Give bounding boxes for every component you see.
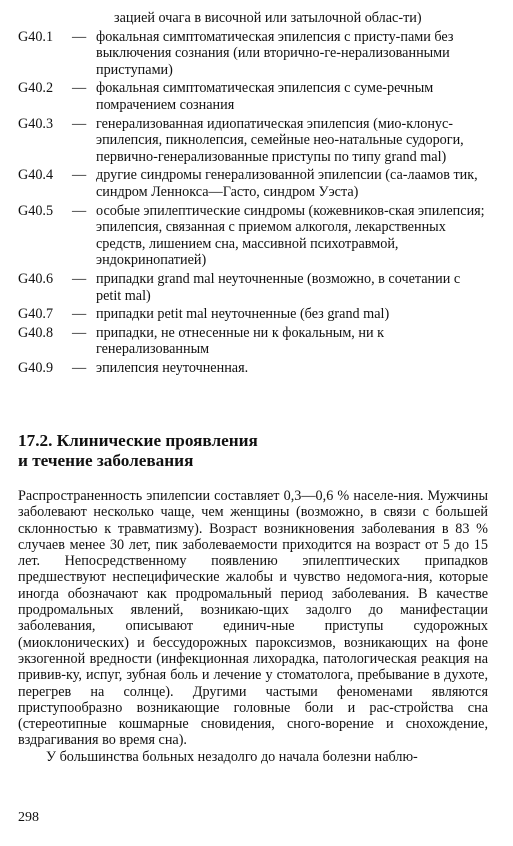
section-heading-line-2: и течение заболевания bbox=[18, 451, 194, 470]
code-description: эпилепсия неуточненная. bbox=[96, 359, 249, 376]
section-heading-line-1: 17.2. Клинические проявления bbox=[18, 431, 258, 450]
code-entry-g40-2 bbox=[18, 80, 488, 113]
code-entry-g40-1 bbox=[18, 29, 488, 79]
code-entry-g40-4 bbox=[18, 167, 488, 200]
code-dash: — bbox=[72, 202, 87, 219]
code-entry-g40-5 bbox=[18, 203, 488, 269]
code-id: G40.2 bbox=[18, 80, 54, 97]
code-entry-g40-8 bbox=[18, 325, 488, 358]
paragraph-2: У большинства больных незадолго до начала болезни наблю- bbox=[46, 748, 418, 765]
code-id: G40.8 bbox=[18, 324, 54, 341]
code-dash: — bbox=[72, 359, 87, 376]
code-description: другие синдромы генерализованной эпилепсии (са-лаамов тик, синдром Леннокса—Гасто, синдром Уэста) bbox=[96, 167, 478, 200]
code-entry-g40-7 bbox=[18, 306, 488, 323]
code-dash: — bbox=[72, 80, 87, 97]
code-id: G40.6 bbox=[18, 270, 54, 287]
code-id: G40.9 bbox=[18, 359, 54, 376]
code-dash: — bbox=[72, 306, 87, 323]
code-entry-g40-3 bbox=[18, 116, 488, 166]
code-id: G40.5 bbox=[18, 202, 54, 219]
code-dash: — bbox=[72, 167, 87, 184]
page-number: 298 bbox=[18, 810, 39, 825]
code-id: G40.1 bbox=[18, 28, 54, 45]
code-description: генерализованная идиопатическая эпилепсия (мио-клонус-эпилепсия, пикнолепсия, семейные нео-натальные судороги, первично-генерализованные приступы по типу grand mal) bbox=[96, 115, 464, 165]
code-dash: — bbox=[72, 324, 87, 341]
body-text bbox=[18, 488, 488, 765]
continuation-text: зацией очага в височной или затылочной облас-ти) bbox=[114, 10, 422, 26]
code-entry-g40-9 bbox=[18, 360, 488, 377]
code-description: особые эпилептические синдромы (кожевников-ская эпилепсия; эпилепсия, связанная с приемом алкоголя, лекарственных средств, лишением сна, массивной психотравмой, эндокринопатией) bbox=[96, 202, 485, 269]
code-entry-g40-6 bbox=[18, 271, 488, 304]
code-dash: — bbox=[72, 28, 87, 45]
icd-code-list bbox=[18, 10, 488, 376]
code-id: G40.7 bbox=[18, 306, 54, 323]
code-description: припадки grand mal неуточненные (возможно, в сочетании с petit mal) bbox=[96, 270, 461, 304]
code-dash: — bbox=[72, 115, 87, 132]
paragraph-1: Распространенность эпилепсии составляет 0,3—0,6 % населе-ния. Мужчины заболевают несколько чаще, чем женщины (возможно, в связи с большей склонностью к травматизму). Возраст возникновения заболевания в 83 % случаев менее 30 лет, пик заболеваемости приходится на возраст от 5 до 15 лет. Непосредственному появлению эпилептических припадков предшествуют неспецифические жалобы и чувство недомога-ния, которые иногда обозначают как продромальный период заболевания. В качестве продромальных явлений, возникаю-щих задолго до манифестации заболевания, описывают единич-ные приступы судорожных (миоклонических) и бессудорожных пароксизмов, возникающих на фоне экзогенной вредности (инфекционная лихорадка, патологическая реакция на привив-ку, испуг, зубная боль и лечение у стоматолога, пребывание в духоте, перегрев на солнце). Другими частыми феноменами являются приступообразно возникающие головные боли и рас-стройства сна (стереотипные кошмарные сновидения, сного-ворение и снохождение, вздрагивания во время сна). bbox=[18, 488, 488, 749]
code-description: припадки petit mal неуточненные (без grand mal) bbox=[96, 306, 390, 323]
code-dash: — bbox=[72, 270, 87, 287]
code-id: G40.3 bbox=[18, 115, 54, 132]
section-heading bbox=[18, 431, 488, 471]
code-description: фокальная симптоматическая эпилепсия с суме-речным помрачением сознания bbox=[96, 80, 434, 113]
code-description: припадки, не отнесенные ни к фокальным, ни к генерализованным bbox=[96, 324, 385, 358]
code-id: G40.4 bbox=[18, 167, 54, 184]
code-description: фокальная симптоматическая эпилепсия с присту-пами без выключения сознания (или вторично-ге-нерализованными приступами) bbox=[96, 28, 454, 78]
